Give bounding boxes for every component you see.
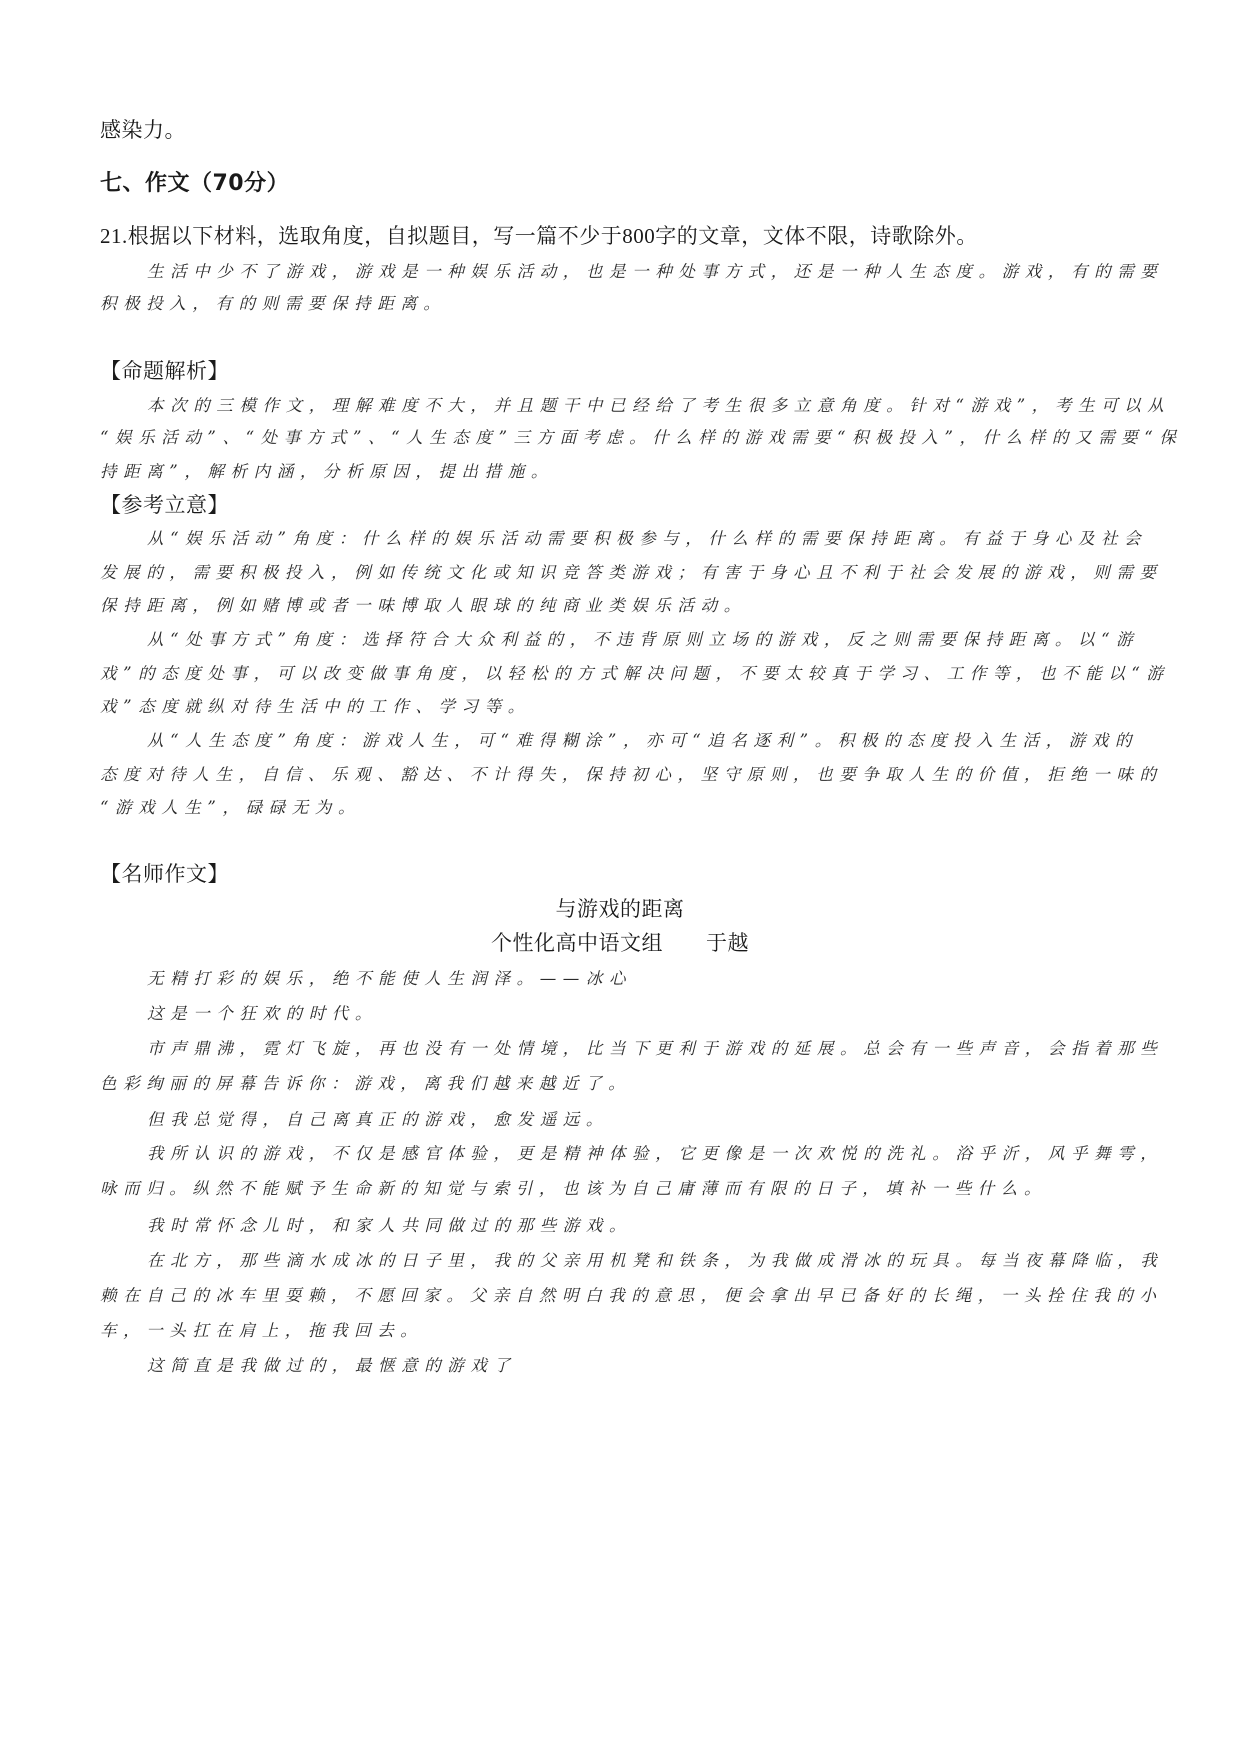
reference-line: “游戏人生”，碌碌无为。 — [100, 798, 362, 817]
reference-heading: 【参考立意】 — [100, 493, 229, 517]
analysis-line: 本次的三模作文，理解难度不大，并且题干中已经给了考生很多立意角度。针对“游戏”，考生可以从 — [147, 396, 1171, 415]
essay-line: 赖在自己的冰车里耍赖，不愿回家。父亲自然明白我的意思，便会拿出早已备好的长绳，一头拴住我的小 — [100, 1286, 1163, 1305]
essay-line: 在北方，那些滴水成冰的日子里，我的父亲用机凳和铁条，为我做成滑冰的玩具。每当夜幕降临，我 — [147, 1251, 1164, 1270]
question-prompt: 21.根据以下材料，选取角度，自拟题目，写一篇不少于800字的文章，文体不限，诗歌除外。 — [100, 224, 978, 248]
material-line: 生活中少不了游戏，游戏是一种娱乐活动，也是一种处事方式，还是一种人生态度。游戏，有的需要 — [147, 262, 1164, 281]
essay-title: 与游戏的距离 — [555, 897, 685, 921]
previous-answer-tail: 感染力。 — [100, 118, 186, 142]
essay-line: 市声鼎沸，霓灯飞旋，再也没有一处情境，比当下更利于游戏的延展。总会有一些声音，会指着那些 — [147, 1039, 1164, 1058]
reference-line: 发展的，需要积极投入，例如传统文化或知识竞答类游戏；有害于身心且不利于社会发展的游戏，则需要 — [100, 563, 1163, 582]
essay-line: 这是一个狂欢的时代。 — [147, 1004, 378, 1023]
material-line: 积极投入，有的则需要保持距离。 — [100, 294, 447, 313]
essay-line: 我所认识的游戏，不仅是感官体验，更是精神体验，它更像是一次欢悦的洗礼。浴乎沂，风乎舞雩， — [147, 1144, 1164, 1163]
reference-line: 戏”的态度处事，可以改变做事角度，以轻松的方式解决问题，不要太较真于学习、工作等，也不能以“游 — [100, 664, 1170, 683]
reference-line: 从“娱乐活动”角度：什么样的娱乐活动需要积极参与，什么样的需要保持距离。有益于身心及社会 — [147, 529, 1148, 548]
analysis-line: “娱乐活动”、“处事方式”、“人生态度”三方面考虑。什么样的游戏需要“积极投入”，什么样的又需要“保 — [100, 428, 1183, 447]
essay-line: 这简直是我做过的，最惬意的游戏了 — [147, 1356, 517, 1375]
analysis-line: 持距离”，解析内涵，分析原因，提出措施。 — [100, 462, 554, 481]
analysis-heading: 【命题解析】 — [100, 359, 229, 383]
reference-line: 态度对待人生，自信、乐观、豁达、不计得失，保持初心，坚守原则，也要争取人生的价值，拒绝一味的 — [100, 765, 1163, 784]
essay-line: 无精打彩的娱乐，绝不能使人生润泽。——冰心 — [147, 969, 633, 988]
essay-line: 我时常怀念儿时，和家人共同做过的那些游戏。 — [147, 1216, 633, 1235]
essay-line: 咏而归。纵然不能赋予生命新的知觉与索引，也该为自己庸薄而有限的日子，填补一些什么。 — [100, 1179, 1048, 1198]
reference-line: 从“人生态度”角度：游戏人生，可“难得糊涂”，亦可“追名逐利”。积极的态度投入生活，游戏的 — [147, 731, 1139, 750]
essay-heading: 【名师作文】 — [100, 862, 229, 886]
reference-line: 从“处事方式”角度：选择符合大众利益的，不违背原则立场的游戏，反之则需要保持距离。以“游 — [147, 630, 1140, 649]
essay-byline: 个性化高中语文组 于越 — [491, 931, 749, 955]
reference-line: 戏”态度就纵对待生活中的工作、学习等。 — [100, 697, 531, 716]
reference-line: 保持距离，例如赌博或者一味博取人眼球的纯商业类娱乐活动。 — [100, 596, 747, 615]
essay-line: 车，一头扛在肩上，拖我回去。 — [100, 1321, 424, 1340]
essay-line: 色彩绚丽的屏幕告诉你：游戏，离我们越来越近了。 — [100, 1074, 632, 1093]
section-heading: 七、作文（70分） — [100, 171, 290, 196]
essay-line: 但我总觉得，自己离真正的游戏，愈发遥远。 — [147, 1110, 609, 1129]
